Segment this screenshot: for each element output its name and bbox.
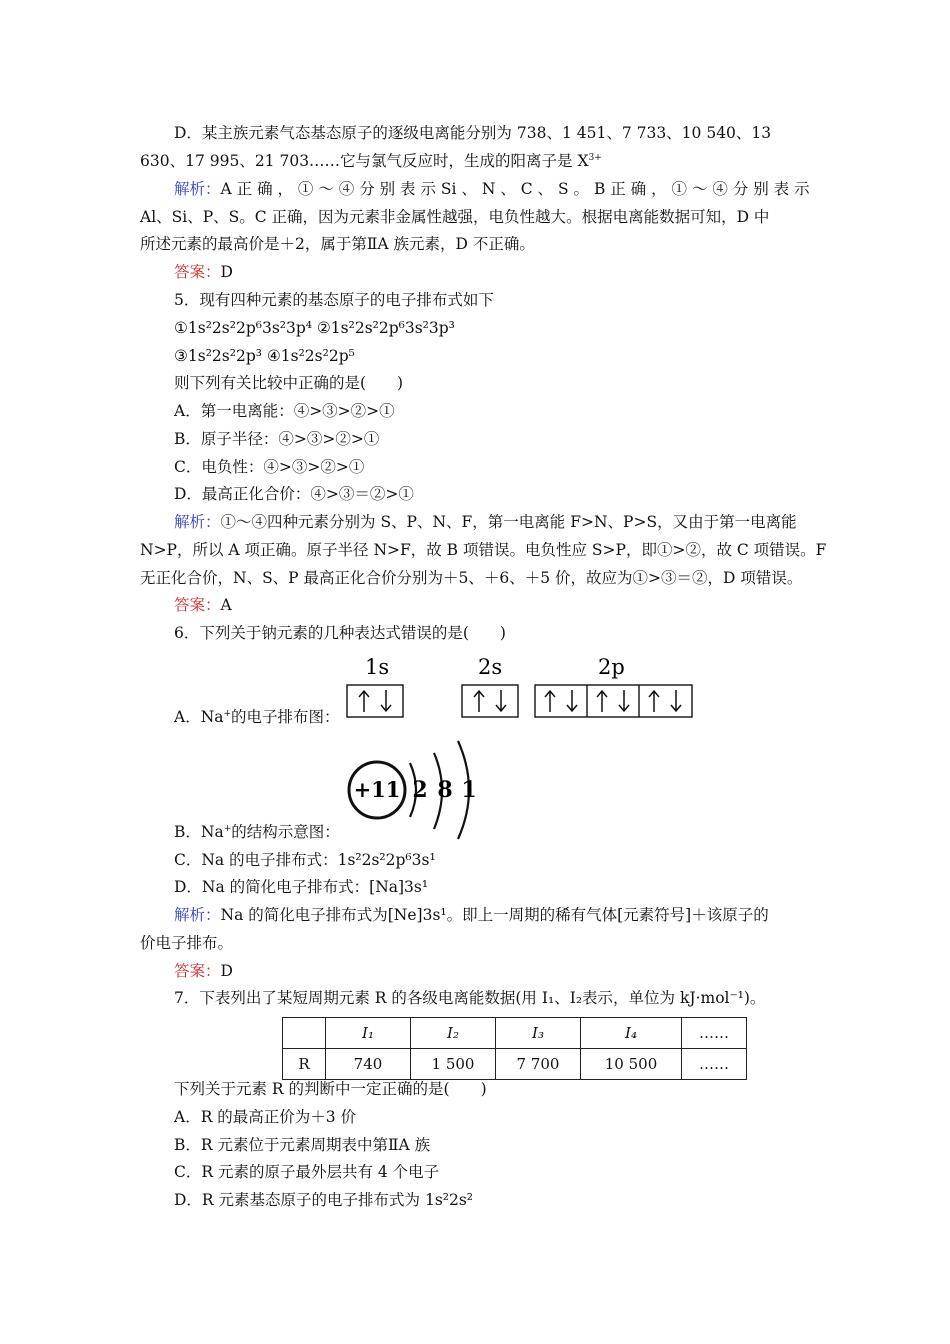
q5-option-d: D．最高正化合价：④>③＝②>①	[174, 485, 414, 503]
ionization-energy-table	[282, 1017, 747, 1080]
q6-option-a: A．Na+的电子排布图：	[174, 708, 340, 726]
orbital-label-2s: 2s	[478, 655, 503, 679]
q5-option-b: B．原子半径：④>③>②>①	[174, 430, 380, 448]
q6-analysis-line2: 价电子排布。	[140, 934, 234, 952]
answer-label: 答案：	[174, 596, 221, 614]
table-cell: ……	[682, 1018, 747, 1049]
q4-analysis-line3: 所述元素的最高价是＋2，属于第ⅡA 族元素，D 不正确。	[140, 235, 535, 253]
table-cell: ……	[682, 1049, 747, 1080]
q6-analysis-line1: 解析：Na 的简化电子排布式为[Ne]3s¹。即上一周期的稀有气体[元素符号]＋该原子的	[174, 906, 769, 924]
q7-option-a: A．R 的最高正价为＋3 价	[174, 1108, 357, 1126]
table-cell: I₃	[496, 1018, 581, 1049]
orbital-label-1s: 1s	[365, 655, 390, 679]
q5-option-c: C．电负性：④>③>②>①	[174, 458, 365, 476]
table-cell: 7 700	[496, 1049, 581, 1080]
q5-analysis-line1: 解析：①～④四种元素分别为 S、P、N、F，第一电离能 F>N、P>S，又由于第一电离能	[174, 513, 797, 531]
q5-analysis-line3: 无正化合价，N、S、P 最高正化合价分别为＋5、＋6、＋5 价，故应为①>③＝②，D 项错误。	[140, 569, 803, 587]
q6-answer: 答案：D	[174, 962, 233, 980]
q6-option-b: B．Na+的结构示意图：	[174, 823, 340, 841]
nucleus-charge: +11	[353, 777, 401, 802]
table-cell: 1 500	[411, 1049, 496, 1080]
q5-answer: 答案：A	[174, 596, 232, 614]
q5-analysis-line2: N>P，所以 A 项正确。原子半径 N>F，故 B 项错误。电负性应 S>P，即①>②，故 C 项错误。F	[140, 541, 827, 559]
q4-option-d-line2: 630、17 995、21 703……它与氯气反应时，生成的阳离子是 $X^{3+}$	[140, 152, 602, 170]
q5-question: 则下列有关比较中正确的是( )	[174, 374, 404, 392]
shell-3-electrons: 1	[461, 777, 477, 803]
orbital-diagram	[340, 650, 700, 726]
q6-option-c: C．Na 的电子排布式：1s²2s²2p⁶3s¹	[174, 851, 436, 869]
atomic-structure-diagram	[340, 735, 490, 845]
table-cell: 10 500	[581, 1049, 682, 1080]
q6-stem: 6．下列关于钠元素的几种表达式错误的是( )	[174, 624, 506, 642]
orbital-label-2p: 2p	[598, 655, 625, 679]
q6-option-d: D．Na 的简化电子排布式：[Na]3s¹	[174, 878, 429, 896]
answer-label: 答案：	[174, 962, 221, 980]
table-header-row	[283, 1018, 747, 1049]
shell-1-electrons: 2	[412, 777, 428, 803]
q5-stem: 5．现有四种元素的基态原子的电子排布式如下	[174, 291, 494, 309]
q4-answer: 答案：D	[174, 263, 233, 281]
table-cell: I₄	[581, 1018, 682, 1049]
q7-option-d: D．R 元素基态原子的电子排布式为 1s²2s²	[174, 1191, 474, 1209]
q7-stem: 7．下表列出了某短周期元素 R 的各级电离能数据(用 I₁、I₂表示，单位为 kJ·mol⁻¹)。	[174, 989, 766, 1007]
q5-configs-line2: ③1s²2s²2p³ ④1s²2s²2p⁵	[174, 347, 355, 365]
analysis-label: 解析：	[174, 906, 221, 924]
q4-analysis-line1: 解析：A 正 确 ， ① ～ ④ 分 别 表 示 Si 、 N 、 C 、 S 。 B 正 确 ， ① ～ ④ 分 别 表 示	[174, 180, 810, 198]
table-cell: 740	[326, 1049, 411, 1080]
shell-2-electrons: 8	[437, 777, 453, 803]
table-cell: R	[283, 1049, 326, 1080]
answer-label: 答案：	[174, 263, 221, 281]
orbital-box-2s	[462, 685, 518, 717]
q7-option-b: B．R 元素位于元素周期表中第ⅡA 族	[174, 1136, 431, 1154]
table-cell: I₁	[326, 1018, 411, 1049]
orbital-box-2p	[535, 685, 692, 717]
q7-option-c: C．R 元素的原子最外层共有 4 个电子	[174, 1163, 440, 1181]
q7-question: 下列关于元素 R 的判断中一定正确的是( )	[174, 1080, 487, 1098]
analysis-label: 解析：	[174, 180, 221, 198]
table-cell	[283, 1018, 326, 1049]
q4-analysis-line2: Al、Si、P、S。C 正确，因为元素非金属性越强，电负性越大。根据电离能数据可知，D 中	[140, 208, 770, 226]
q5-option-a: A．第一电离能：④>③>②>①	[174, 402, 395, 420]
q4-option-d-line1: D．某主族元素气态基态原子的逐级电离能分别为 738、1 451、7 733、10 540、13	[174, 124, 772, 142]
table-cell: I₂	[411, 1018, 496, 1049]
orbital-box-1s	[347, 685, 403, 717]
electron-arrows	[359, 690, 681, 712]
analysis-label: 解析：	[174, 513, 221, 531]
table-row	[283, 1049, 747, 1080]
q5-configs-line1: ①1s²2s²2p⁶3s²3p⁴ ②1s²2s²2p⁶3s²3p³	[174, 319, 455, 337]
